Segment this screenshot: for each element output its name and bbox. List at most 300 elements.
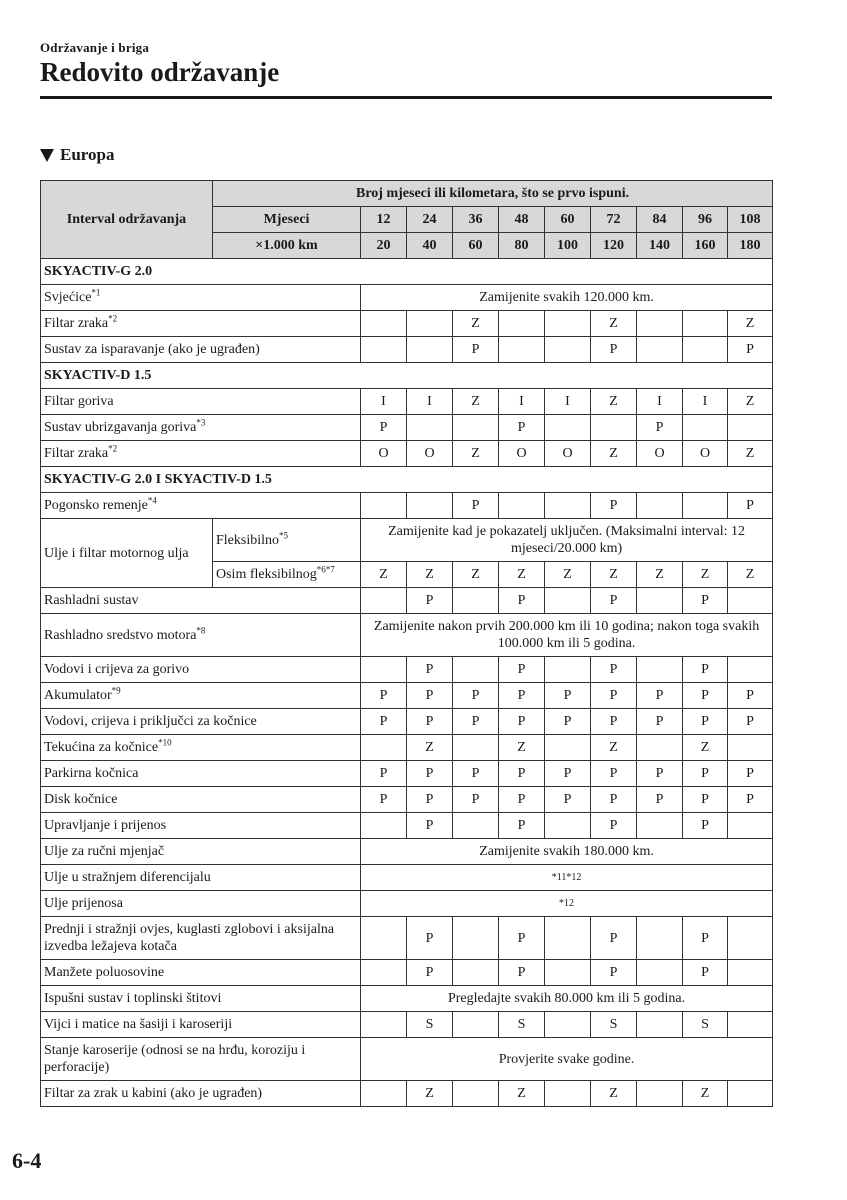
section-heading — [40, 145, 115, 165]
km-header-cell: 160 — [683, 233, 728, 259]
schedule-cell — [637, 917, 683, 960]
schedule-cell — [545, 917, 591, 960]
schedule-cell: P — [683, 683, 728, 709]
month-header-cell: 108 — [728, 207, 773, 233]
sub-item-label — [213, 562, 361, 588]
schedule-cell: P — [591, 657, 637, 683]
schedule-cell: Z — [591, 562, 637, 588]
schedule-cell: P — [407, 683, 453, 709]
schedule-cell: Z — [499, 562, 545, 588]
schedule-cell: P — [728, 683, 773, 709]
schedule-cell — [683, 311, 728, 337]
schedule-cell: Z — [728, 441, 773, 467]
schedule-cell — [683, 493, 728, 519]
schedule-cell — [637, 493, 683, 519]
schedule-cell: P — [499, 787, 545, 813]
item-label-text: Ispušni sustav i toplinski štitovi — [44, 991, 222, 1006]
km-header-cell: 180 — [728, 233, 773, 259]
item-label-text: Vodovi i crijeva za gorivo — [44, 662, 190, 677]
schedule-cell: P — [361, 683, 407, 709]
schedule-cell: I — [407, 389, 453, 415]
schedule-cell: Z — [683, 1081, 728, 1107]
schedule-cell — [361, 960, 407, 986]
km-header-cell: 120 — [591, 233, 637, 259]
table-row — [41, 588, 773, 614]
item-label-text: Sustav ubrizgavanja goriva — [44, 420, 197, 435]
schedule-cell: P — [637, 415, 683, 441]
table-row — [41, 285, 773, 311]
table-row — [41, 813, 773, 839]
month-header-cell: 84 — [637, 207, 683, 233]
month-header-cell: 12 — [361, 207, 407, 233]
item-label — [41, 683, 361, 709]
schedule-cell: Z — [407, 1081, 453, 1107]
group-row — [41, 259, 773, 285]
schedule-cell: Z — [728, 562, 773, 588]
schedule-cell: P — [499, 657, 545, 683]
schedule-cell: P — [683, 917, 728, 960]
schedule-cell: P — [453, 337, 499, 363]
schedule-cell: P — [728, 709, 773, 735]
item-label — [41, 337, 361, 363]
schedule-cell: Z — [591, 735, 637, 761]
header-row-top — [41, 181, 773, 207]
schedule-cell — [637, 813, 683, 839]
schedule-cell: Z — [499, 1081, 545, 1107]
table-row — [41, 519, 773, 562]
schedule-cell: P — [361, 787, 407, 813]
schedule-cell: P — [361, 415, 407, 441]
footnote-marker: *2 — [108, 313, 118, 324]
schedule-cell: Z — [728, 311, 773, 337]
schedule-cell: Z — [453, 562, 499, 588]
item-label-text: Svjećice — [44, 290, 92, 305]
sub-item-label-text: Fleksibilno — [216, 532, 280, 548]
schedule-cell: P — [728, 761, 773, 787]
item-label — [41, 311, 361, 337]
table-row — [41, 493, 773, 519]
schedule-cell — [361, 813, 407, 839]
item-label — [41, 285, 361, 311]
table-row — [41, 1038, 773, 1081]
schedule-cell: P — [683, 787, 728, 813]
footnote-marker: *2 — [108, 443, 118, 454]
schedule-cell: S — [407, 1012, 453, 1038]
item-label-text: Manžete poluosovine — [44, 965, 165, 980]
item-label-text: Akumulator — [44, 688, 112, 703]
table-row — [41, 441, 773, 467]
schedule-cell — [499, 311, 545, 337]
schedule-cell: P — [499, 588, 545, 614]
schedule-cell: O — [545, 441, 591, 467]
span-note: Zamijenite svakih 120.000 km. — [361, 285, 773, 311]
item-label-text: Filtar zraka — [44, 316, 109, 331]
month-header-cell: 48 — [499, 207, 545, 233]
schedule-cell: O — [637, 441, 683, 467]
months-label: Mjeseci — [213, 207, 361, 233]
item-label-text: Ulje i filtar motornog ulja — [44, 545, 189, 561]
schedule-cell — [453, 917, 499, 960]
table-row — [41, 839, 773, 865]
item-label — [41, 891, 361, 917]
table-row — [41, 787, 773, 813]
table-row — [41, 917, 773, 960]
table-row — [41, 1012, 773, 1038]
page-number: 6-4 — [12, 1148, 42, 1173]
km-header-cell: 60 — [453, 233, 499, 259]
schedule-cell — [728, 813, 773, 839]
schedule-cell: I — [545, 389, 591, 415]
schedule-cell — [407, 337, 453, 363]
schedule-cell: P — [499, 683, 545, 709]
schedule-cell — [637, 337, 683, 363]
item-label-text: Vodovi, crijeva i priključci za kočnice — [44, 714, 257, 729]
schedule-cell: I — [499, 389, 545, 415]
footnote-marker: *6*7 — [316, 564, 335, 575]
item-label-text: Stanje karoserije (odnosi se na hrđu, koroziju i perforacije) — [44, 1043, 306, 1075]
item-label — [41, 761, 361, 787]
schedule-cell — [545, 960, 591, 986]
schedule-cell — [453, 735, 499, 761]
schedule-cell: P — [407, 787, 453, 813]
month-header-cell: 24 — [407, 207, 453, 233]
footnote-marker: *8 — [196, 624, 206, 635]
schedule-cell: Z — [453, 441, 499, 467]
schedule-cell: P — [591, 337, 637, 363]
schedule-cell — [499, 337, 545, 363]
schedule-cell: P — [545, 683, 591, 709]
item-label-text: Vijci i matice na šasiji i karoseriji — [44, 1017, 233, 1032]
schedule-cell: Z — [591, 1081, 637, 1107]
schedule-cell — [545, 735, 591, 761]
item-label — [41, 960, 361, 986]
schedule-cell: P — [545, 761, 591, 787]
item-label — [41, 839, 361, 865]
table-row — [41, 683, 773, 709]
schedule-cell: P — [499, 761, 545, 787]
schedule-cell: Z — [407, 562, 453, 588]
schedule-cell: P — [728, 493, 773, 519]
schedule-cell — [637, 960, 683, 986]
table-row — [41, 1081, 773, 1107]
km-header-cell: 40 — [407, 233, 453, 259]
triangle-down-icon — [40, 149, 54, 162]
item-label — [41, 709, 361, 735]
item-label-text: Tekućina za kočnice — [44, 740, 159, 755]
schedule-cell: P — [683, 588, 728, 614]
schedule-cell — [407, 311, 453, 337]
schedule-cell: O — [361, 441, 407, 467]
schedule-cell: Z — [591, 389, 637, 415]
table-row — [41, 657, 773, 683]
schedule-cell: S — [499, 1012, 545, 1038]
schedule-cell: Z — [683, 562, 728, 588]
km-label: ×1.000 km — [213, 233, 361, 259]
schedule-cell — [637, 735, 683, 761]
item-label — [41, 519, 213, 588]
item-label-text: Ulje za ručni mjenjač — [44, 844, 165, 859]
table-row — [41, 337, 773, 363]
schedule-cell: P — [407, 960, 453, 986]
schedule-cell: P — [591, 813, 637, 839]
table-row — [41, 761, 773, 787]
top-header: Broj mjeseci ili kilometara, što se prvo ispuni. — [213, 181, 773, 207]
schedule-cell: P — [637, 787, 683, 813]
item-label-text: Ulje u stražnjem diferencijalu — [44, 870, 211, 885]
schedule-cell — [545, 311, 591, 337]
schedule-cell — [453, 813, 499, 839]
schedule-cell: P — [637, 709, 683, 735]
schedule-cell — [728, 960, 773, 986]
item-label-text: Disk kočnice — [44, 792, 118, 807]
item-label — [41, 1081, 361, 1107]
month-header-cell: 36 — [453, 207, 499, 233]
table-row — [41, 614, 773, 657]
schedule-cell: O — [499, 441, 545, 467]
schedule-cell: P — [637, 761, 683, 787]
schedule-cell — [361, 311, 407, 337]
schedule-cell: P — [728, 337, 773, 363]
schedule-cell: P — [453, 761, 499, 787]
item-label-text: Rashladno sredstvo motora — [44, 627, 197, 643]
schedule-cell — [545, 588, 591, 614]
footnote-marker: *10 — [158, 737, 172, 748]
schedule-cell — [545, 657, 591, 683]
schedule-cell — [453, 960, 499, 986]
footnote-marker: *5 — [279, 529, 289, 540]
group-row — [41, 363, 773, 389]
schedule-cell — [361, 493, 407, 519]
schedule-cell — [453, 588, 499, 614]
table-row — [41, 415, 773, 441]
table-row — [41, 986, 773, 1012]
footnote-marker: *9 — [111, 685, 121, 696]
schedule-cell — [728, 735, 773, 761]
schedule-cell: P — [407, 709, 453, 735]
schedule-cell: Z — [407, 735, 453, 761]
schedule-cell — [453, 657, 499, 683]
item-label-text: Upravljanje i prijenos — [44, 818, 167, 833]
item-label-text: Sustav za isparavanje (ako je ugrađen) — [44, 342, 260, 357]
schedule-cell: P — [361, 761, 407, 787]
group-heading: SKYACTIV-D 1.5 — [41, 363, 773, 389]
group-heading: SKYACTIV-G 2.0 — [41, 259, 773, 285]
group-heading: SKYACTIV-G 2.0 I SKYACTIV-D 1.5 — [41, 467, 773, 493]
schedule-cell — [637, 588, 683, 614]
schedule-cell: P — [453, 683, 499, 709]
schedule-cell — [545, 813, 591, 839]
schedule-cell: P — [683, 657, 728, 683]
schedule-cell: I — [637, 389, 683, 415]
item-label — [41, 493, 361, 519]
item-label — [41, 415, 361, 441]
item-label-text: Rashladni sustav — [44, 593, 139, 608]
table-row — [41, 960, 773, 986]
month-header-cell: 60 — [545, 207, 591, 233]
schedule-cell: Z — [453, 311, 499, 337]
item-label-text: Parkirna kočnica — [44, 766, 139, 781]
schedule-cell — [407, 415, 453, 441]
schedule-cell: O — [407, 441, 453, 467]
span-note: Provjerite svake godine. — [361, 1038, 773, 1081]
schedule-cell — [728, 1012, 773, 1038]
schedule-cell: I — [361, 389, 407, 415]
schedule-cell: I — [683, 389, 728, 415]
schedule-cell — [361, 657, 407, 683]
schedule-cell — [361, 337, 407, 363]
schedule-cell: P — [591, 588, 637, 614]
item-label — [41, 917, 361, 960]
span-note: Zamijenite kad je pokazatelj uključen. (Maksimalni interval: 12 mjeseci/20.000 km) — [361, 519, 773, 562]
item-label-text: Ulje prijenosa — [44, 896, 123, 911]
schedule-cell: Z — [591, 441, 637, 467]
schedule-cell — [728, 1081, 773, 1107]
table-row — [41, 709, 773, 735]
schedule-cell — [683, 337, 728, 363]
table-row — [41, 311, 773, 337]
sub-item-label — [213, 519, 361, 562]
item-label-text: Filtar za zrak u kabini (ako je ugrađen) — [44, 1086, 263, 1101]
span-note: Zamijenite nakon prvih 200.000 km ili 10 godina; nakon toga svakih 100.000 km ili 5 godina. — [361, 614, 773, 657]
item-label — [41, 441, 361, 467]
table-row — [41, 865, 773, 891]
schedule-cell — [637, 1081, 683, 1107]
schedule-cell: S — [683, 1012, 728, 1038]
schedule-cell — [728, 588, 773, 614]
month-header-cell: 96 — [683, 207, 728, 233]
schedule-cell — [453, 1081, 499, 1107]
schedule-cell: P — [591, 917, 637, 960]
schedule-cell — [637, 1012, 683, 1038]
schedule-cell — [499, 493, 545, 519]
schedule-cell — [545, 493, 591, 519]
title-divider — [40, 96, 772, 99]
schedule-cell — [591, 415, 637, 441]
schedule-cell: P — [407, 761, 453, 787]
schedule-cell: Z — [545, 562, 591, 588]
schedule-cell: P — [499, 960, 545, 986]
item-label — [41, 389, 361, 415]
schedule-cell: P — [591, 761, 637, 787]
schedule-cell — [545, 1081, 591, 1107]
schedule-cell: Z — [637, 562, 683, 588]
schedule-cell: P — [453, 493, 499, 519]
schedule-cell: P — [453, 787, 499, 813]
schedule-cell — [407, 493, 453, 519]
item-label — [41, 614, 361, 657]
km-header-cell: 20 — [361, 233, 407, 259]
schedule-cell: P — [545, 787, 591, 813]
item-label — [41, 657, 361, 683]
item-label — [41, 813, 361, 839]
schedule-cell — [683, 415, 728, 441]
schedule-cell: Z — [683, 735, 728, 761]
schedule-cell: P — [591, 960, 637, 986]
schedule-cell — [728, 657, 773, 683]
table-row — [41, 389, 773, 415]
schedule-cell: P — [499, 813, 545, 839]
item-label-text: Filtar goriva — [44, 394, 114, 409]
footnote-marker: *1 — [91, 287, 101, 298]
schedule-cell: P — [453, 709, 499, 735]
table-row — [41, 891, 773, 917]
span-note: Zamijenite svakih 180.000 km. — [361, 839, 773, 865]
span-note: *11*12 — [361, 865, 773, 891]
km-header-cell: 140 — [637, 233, 683, 259]
item-label — [41, 1012, 361, 1038]
span-note: Pregledajte svakih 80.000 km ili 5 godina. — [361, 986, 773, 1012]
schedule-cell: P — [407, 813, 453, 839]
schedule-cell: P — [407, 917, 453, 960]
schedule-cell: P — [499, 917, 545, 960]
sub-item-label-text: Osim fleksibilnog — [216, 567, 317, 582]
item-label — [41, 986, 361, 1012]
item-label-text: Pogonsko remenje — [44, 498, 148, 513]
schedule-cell: P — [591, 787, 637, 813]
schedule-cell — [637, 657, 683, 683]
km-header-cell: 80 — [499, 233, 545, 259]
footnote-marker: *4 — [147, 495, 157, 506]
schedule-cell: S — [591, 1012, 637, 1038]
schedule-cell: P — [683, 761, 728, 787]
schedule-cell: P — [637, 683, 683, 709]
schedule-cell — [361, 1012, 407, 1038]
schedule-cell: Z — [361, 562, 407, 588]
schedule-cell: P — [407, 588, 453, 614]
km-header-cell: 100 — [545, 233, 591, 259]
schedule-cell: Z — [591, 311, 637, 337]
schedule-cell: P — [499, 415, 545, 441]
schedule-cell — [545, 337, 591, 363]
group-row — [41, 467, 773, 493]
span-note: *12 — [361, 891, 773, 917]
interval-header: Interval održavanja — [41, 181, 213, 259]
schedule-cell: P — [683, 709, 728, 735]
chapter-subtitle: Održavanje i briga — [40, 40, 150, 55]
schedule-cell: P — [591, 493, 637, 519]
item-label-text: Prednji i stražnji ovjes, kuglasti zglobovi i aksijalna izvedba ležajeva kotača — [44, 922, 335, 954]
item-label — [41, 1038, 361, 1081]
schedule-cell: P — [683, 960, 728, 986]
schedule-cell: P — [407, 657, 453, 683]
schedule-cell — [728, 415, 773, 441]
schedule-cell: P — [683, 813, 728, 839]
schedule-cell — [545, 1012, 591, 1038]
schedule-cell: P — [591, 709, 637, 735]
schedule-cell: P — [545, 709, 591, 735]
maintenance-schedule-table — [40, 180, 773, 1107]
item-label — [41, 787, 361, 813]
schedule-cell: P — [361, 709, 407, 735]
section-label: Europa — [60, 145, 115, 164]
item-label — [41, 588, 361, 614]
schedule-cell: P — [728, 787, 773, 813]
table-row — [41, 735, 773, 761]
schedule-cell: Z — [453, 389, 499, 415]
schedule-cell — [453, 415, 499, 441]
schedule-cell: Z — [499, 735, 545, 761]
schedule-cell — [728, 917, 773, 960]
footnote-marker: *3 — [196, 417, 206, 428]
item-label-text: Filtar zraka — [44, 446, 109, 461]
schedule-cell — [361, 588, 407, 614]
schedule-cell: O — [683, 441, 728, 467]
schedule-cell — [545, 415, 591, 441]
item-label — [41, 865, 361, 891]
schedule-cell — [361, 735, 407, 761]
schedule-cell — [637, 311, 683, 337]
schedule-cell: Z — [728, 389, 773, 415]
